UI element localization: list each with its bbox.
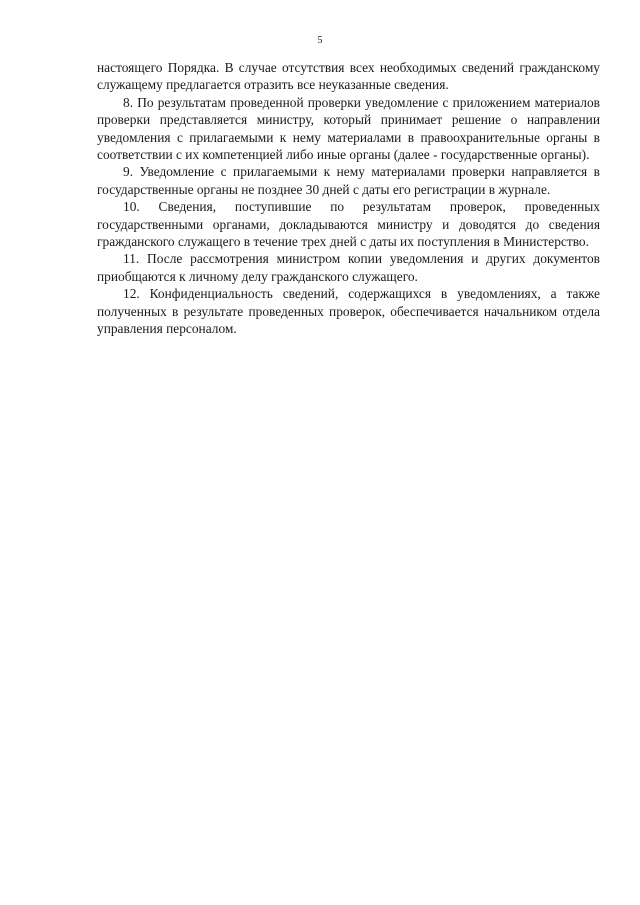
paragraph-item-8: 8. По результатам проведенной проверки уведомление с приложением материалов проверки представляется министру, который принимает решение о направлении уведомления с прилагаемыми к нему материалами в правоохранительные органы в соответствии с их компетенцией либо иные органы (далее - государственные органы). <box>97 94 600 163</box>
paragraph-item-12: 12. Конфиденциальность сведений, содержащихся в уведомлениях, а также полученных в результате проведенных проверок, обеспечивается начальником отдела управления персоналом. <box>97 286 600 337</box>
paragraph-item-11: 11. После рассмотрения министром копии уведомления и других документов приобщаются к личному делу гражданского служащего. <box>97 251 600 284</box>
paragraph-item-10: 10. Сведения, поступившие по результатам проверок, проведенных государственными органами, докладываются министру и доводятся до сведения гражданского служащего в течение трех дней с даты их поступления в Министерство. <box>97 199 600 250</box>
page-number: 5 <box>317 35 323 46</box>
document-body <box>97 59 600 338</box>
paragraph-continuation: настоящего Порядка. В случае отсутствия всех необходимых сведений гражданскому служащему предлагается отразить все неуказанные сведения. <box>97 60 600 93</box>
paragraph-item-9: 9. Уведомление с прилагаемыми к нему материалами проверки направляется в государственные органы не позднее 30 дней с даты его регистрации в журнале. <box>97 164 600 197</box>
